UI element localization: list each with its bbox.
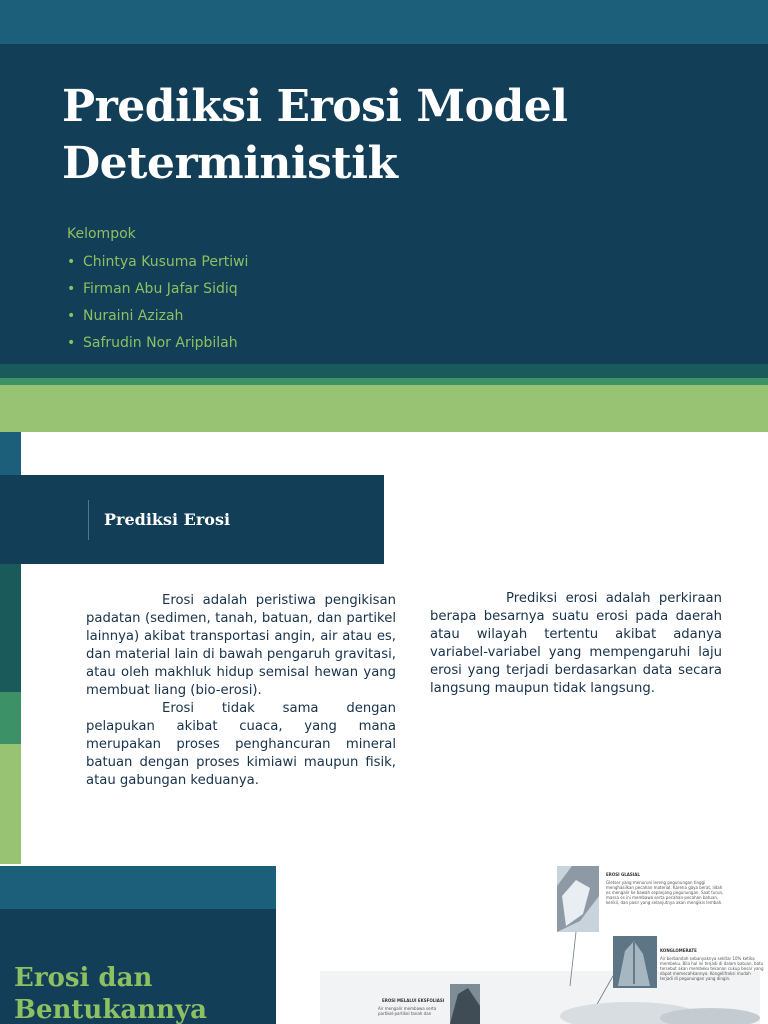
infographic-heading-exfoliation: EROSI MELALUI EKSFOLIASI (382, 998, 445, 1003)
slide2-side-accent-green (0, 692, 21, 744)
member-list (67, 252, 248, 360)
slide2-side-accent-light-green (0, 744, 21, 864)
bullet-icon: • (67, 308, 76, 324)
slide1-stripe-dark-teal (0, 364, 768, 378)
slide2-header-title: Prediksi Erosi (104, 510, 231, 529)
group-label: Kelompok (67, 226, 136, 242)
slide3-top-bar (0, 866, 276, 909)
member-name: Firman Abu Jafar Sidiq (83, 281, 238, 297)
slide1-title-line-2: Deterministik (62, 138, 398, 189)
member-name: Nuraini Azizah (83, 308, 184, 324)
infographic-text-glacial: Gletser yang menuruni lereng pegunungan tinggi menghasilkan pecahan material. Karena gaya berat, lidah es mengalir ke bawah sepanjang pegunungan. Saat turun, massa es ini membawa serta pecahan-pecahan batuan, kerikil, dan pasir yang selanjutnya akan mengikis lembah. (606, 880, 724, 905)
slide1-title (62, 78, 702, 192)
member-name: Chintya Kusuma Pertiwi (83, 254, 249, 270)
bullet-icon: • (67, 254, 76, 270)
erosion-vs-weathering-paragraph: Erosi tidak sama dengan pelapukan akibat cuaca, yang mana merupakan proses penghancuran mineral batuan dengan proses kimiawi maupun fisik, atau gabungan keduanya. (86, 701, 396, 788)
slide1-title-line-1: Prediksi Erosi Model (62, 81, 568, 132)
slide1-stripe-light-green (0, 385, 768, 432)
infographic-text-exfoliation: Air mengalir membawa serta partikel-partikel tanah dan (378, 1006, 437, 1016)
bullet-icon: • (67, 281, 76, 297)
slide1-top-bar (0, 0, 768, 44)
slide1-stripe-green (0, 378, 768, 385)
member-item (67, 279, 248, 306)
member-name: Safrudin Nor Aripbilah (83, 335, 238, 351)
erosion-infographic (300, 866, 768, 1024)
member-item (67, 333, 248, 360)
slide2-header-divider (88, 500, 89, 540)
slide2-right-column (430, 590, 722, 698)
slide2-side-accent-teal (0, 564, 21, 692)
erosion-definition-paragraph: Erosi adalah peristiwa pengikisan padatan (sedimen, tanah, batuan, dan partikel lainnya) akibat transportasi angin, air atau es, dan material lain di bawah pengaruh gravitasi, atau oleh makhluk hidup semisal hewan yang membuat liang (bio-erosi). (86, 593, 396, 698)
bullet-icon: • (67, 335, 76, 351)
slide3-title (14, 962, 274, 1024)
slide2-side-accent-blue (0, 432, 21, 475)
member-item (67, 252, 248, 279)
erosion-prediction-paragraph: Prediksi erosi adalah perkiraan berapa besarnya suatu erosi pada daerah atau wilayah tertentu akibat adanya variabel-variabel yang mempengaruhi laju erosi yang terjadi berdasarkan data secara langsung maupun tidak langsung. (430, 591, 722, 696)
infographic-heading-frost: KONGLOMERATE (660, 948, 697, 953)
slide3-title-line-2: Bentukannya (14, 995, 207, 1024)
slide3-title-line-1: Erosi dan (14, 963, 153, 993)
slide2-left-column (86, 592, 396, 790)
infographic-heading-glacial: EROSI GLASIAL (606, 872, 640, 877)
infographic-text-frost: Air berbandah sebanyaknya sekitar 10% ketika membeku. Bila hal ini terjadi di dalam batuan, batu tersebut akan membeku tekanan cukup besar yang dapat memecahkannya. Kongelifraksi mudah terjadi di pegunungan yang dingin. (660, 956, 764, 981)
member-item (67, 306, 248, 333)
